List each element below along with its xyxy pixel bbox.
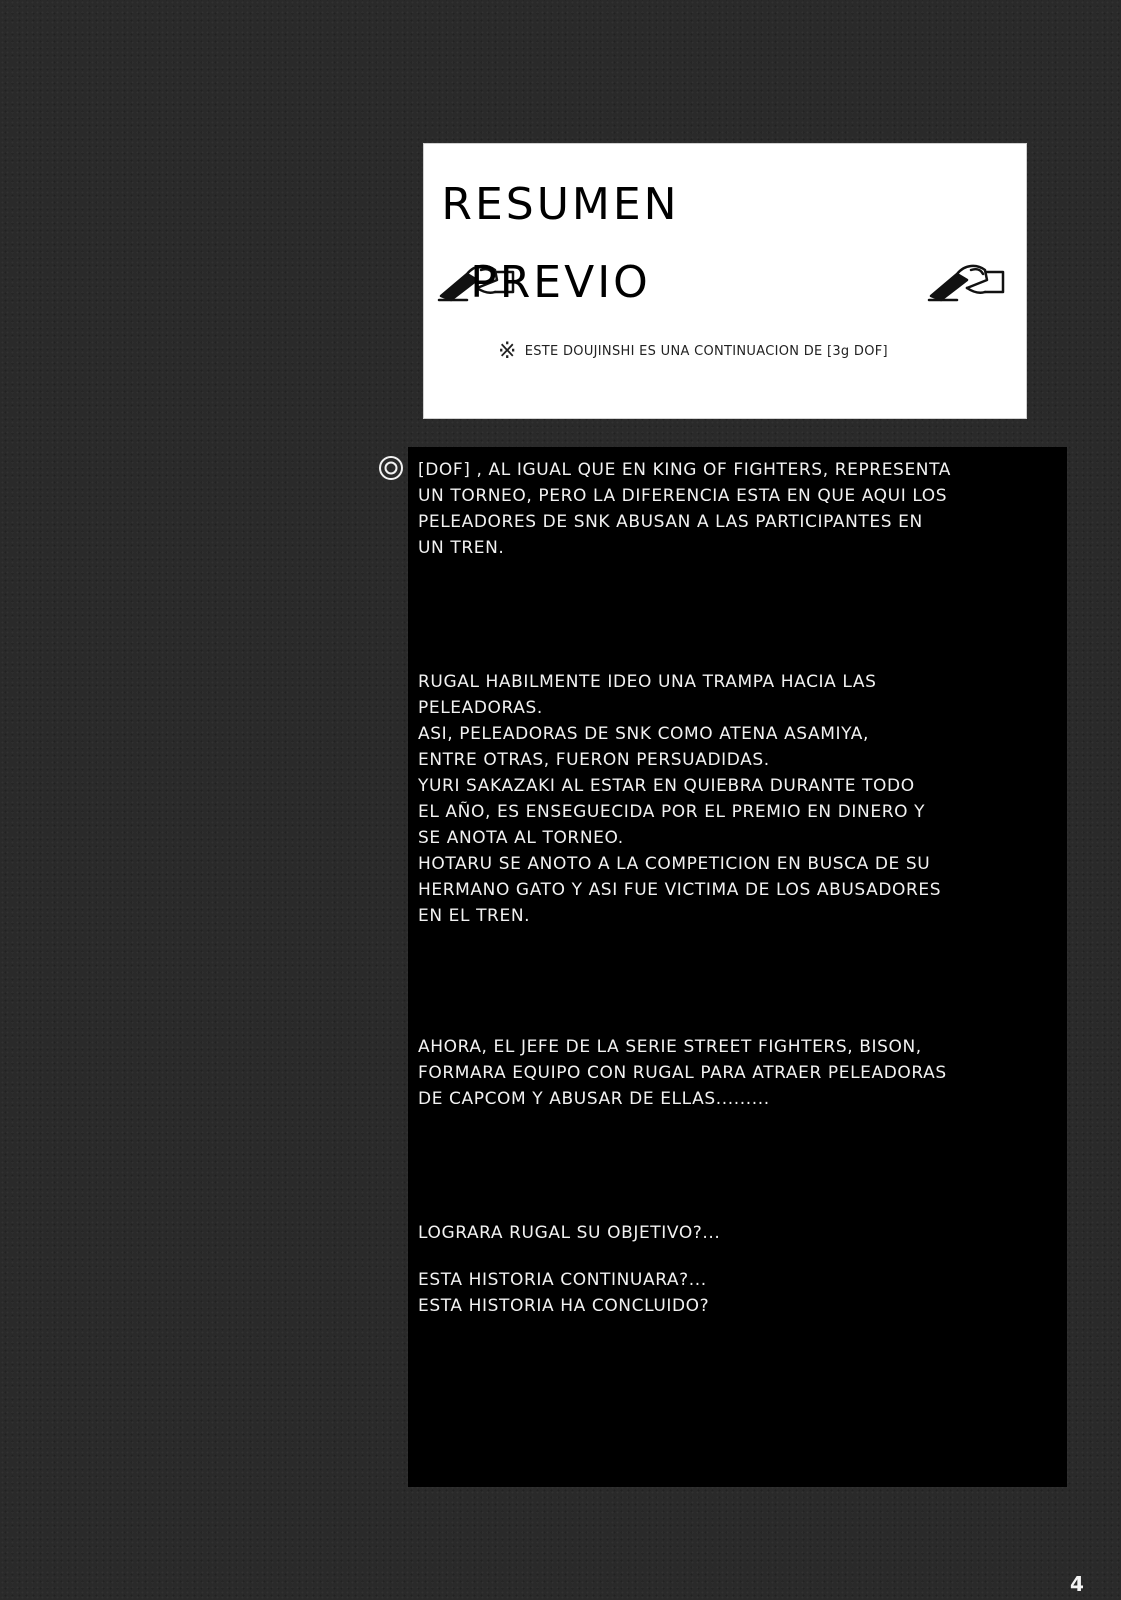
summary-paragraph-bison: AHORA, EL JEFE DE LA SERIE STREET FIGHTERS, BISON, FORMARA EQUIPO CON RUGAL PARA ATRAER PELEADORAS DE CAPCOM Y ABUSAR DE ELLAS......... bbox=[418, 1037, 947, 1109]
double-circle-icon bbox=[378, 455, 404, 481]
summary-paragraph-ending: ESTA HISTORIA CONTINUARA?... ESTA HISTORIA HA CONCLUIDO? bbox=[418, 1270, 710, 1316]
summary-paragraph-dof: [DOF] , AL IGUAL QUE EN KING OF FIGHTERS, REPRESENTA UN TORNEO, PERO LA DIFERENCIA ESTA EN QUE AQUI LOS PELEADORES DE SNK ABUSAN A LAS PARTICIPANTES EN UN TREN. bbox=[418, 460, 951, 558]
summary-paragraph-question: LOGRARA RUGAL SU OBJETIVO?... bbox=[418, 1223, 721, 1243]
continuation-note-text: ESTE DOUJINSHI ES UNA CONTINUACION DE [3g DOF] bbox=[524, 344, 888, 359]
title-line-resumen: RESUMEN bbox=[441, 179, 680, 230]
reference-mark-icon: ※ bbox=[498, 339, 517, 364]
continuation-note bbox=[498, 339, 888, 364]
pen-hand-icon bbox=[927, 258, 1019, 302]
summary-text-box bbox=[408, 447, 1067, 1487]
title-line-previo: PREVIO bbox=[470, 257, 651, 308]
page-number: 4 bbox=[1070, 1572, 1084, 1596]
summary-paragraph-rugal: RUGAL HABILMENTE IDEO UNA TRAMPA HACIA LAS PELEADORAS. ASI, PELEADORAS DE SNK COMO ATENA ASAMIYA, ENTRE OTRAS, FUERON PERSUADIDAS. YURI SAKAZAKI AL ESTAR EN QUIEBRA DURANTE TODO EL AÑO, ES ENSEGUECIDA POR EL PREMIO EN DINERO Y SE ANOTA AL TORNEO. HOTARU SE ANOTO A LA COMPETICION EN BUSCA DE SU HERMANO GATO Y ASI FUE VICTIMA DE LOS ABUSADORES EN EL TREN. bbox=[418, 672, 942, 926]
